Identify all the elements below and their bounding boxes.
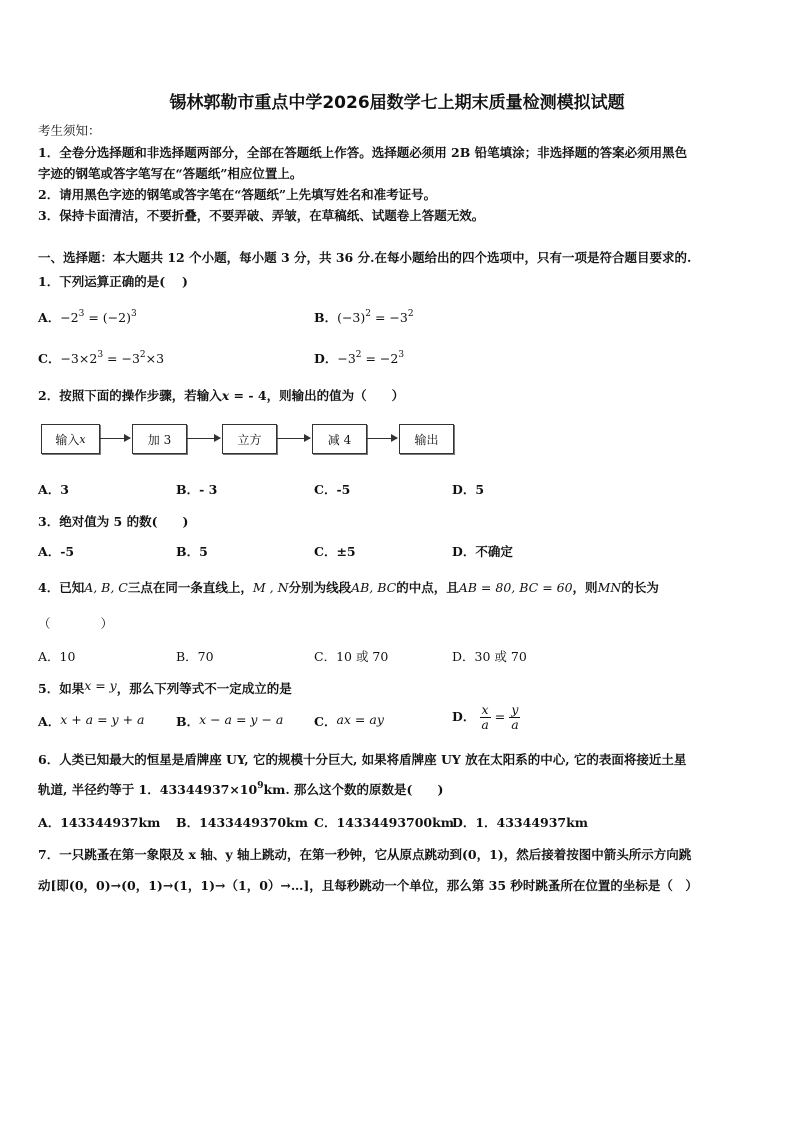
flow-arrow-3 — [277, 438, 310, 439]
flow-input-box: 输入 x — [41, 424, 100, 454]
q5-stem: 5．如果x = y，那么下列等式不一定成立的是 — [38, 678, 292, 696]
q6-option-d[interactable]: D．1．43344937km — [452, 815, 589, 830]
fraction-y-over-a: $\frac{y}{a}$ — [511, 702, 519, 732]
q5-option-d[interactable]: D． $\frac{x}{a}$ = $\frac{y}{a}$ — [452, 702, 519, 732]
q3-stem: 3．绝对值为 5 的数( ) — [38, 514, 189, 529]
flow-step-cube: 立方 — [222, 424, 277, 454]
flow-step-add: 加 3 — [132, 424, 187, 454]
q2-option-a[interactable]: A．3 — [38, 482, 69, 497]
q4-option-b[interactable]: B．70 — [176, 649, 214, 664]
notice-item-3: 3．保持卡面清洁，不要折叠，不要弄破、弄皱，在草稿纸、试题卷上答题无效。 — [38, 208, 485, 223]
notice-item-1: 1．全卷分选择题和非选择题两部分，全部在答题纸上作答。选择题必须用 2B 铅笔填涂；非选择题的答案必须用黑色 — [38, 145, 688, 160]
notice-item-1-cont: 字迹的钢笔或答字笔写在“答题纸”相应位置上。 — [38, 166, 303, 181]
flow-step-subtract: 减 4 — [312, 424, 367, 454]
q3-option-b[interactable]: B．5 — [176, 544, 208, 559]
q1-option-a[interactable]: A．$-2^3 = (-2)^3$ — [38, 309, 137, 325]
section-heading: 一、选择题：本大题共 12 个小题，每小题 3 分，共 36 分.在每小题给出的四个选项中，只有一项是符合题目要求的. — [38, 250, 692, 265]
q4-option-c[interactable]: C．10 或 70 — [314, 649, 389, 664]
flow-output-box: 输出 — [399, 424, 454, 454]
q2-option-c[interactable]: C．-5 — [314, 482, 351, 497]
q1-stem: 1．下列运算正确的是( ) — [38, 274, 188, 289]
q3-option-d[interactable]: D．不确定 — [452, 544, 513, 559]
q6-option-c[interactable]: C．14334493700km — [314, 815, 455, 830]
q4-option-a[interactable]: A．10 — [38, 649, 76, 664]
flow-arrow-1 — [100, 438, 130, 439]
q5-option-c[interactable]: C．ax = ay — [314, 712, 384, 729]
q6-option-a[interactable]: A．143344937km — [38, 815, 161, 830]
page-title: 锡林郭勒市重点中学2026届数学七上期末质量检测模拟试题 — [169, 93, 625, 113]
fraction-x-over-a: $\frac{x}{a}$ — [481, 702, 489, 732]
q7-stem-line1: 7．一只跳蚤在第一象限及 x 轴、y 轴上跳动，在第一秒钟，它从原点跳动到(0，1)，然后接着按图中箭头所示方向跳 — [38, 847, 692, 862]
q5-option-b[interactable]: B．x − a = y − a — [176, 712, 284, 729]
q2-option-b[interactable]: B．- 3 — [176, 482, 218, 497]
q6-stem-line2: 轨道, 半径约等于 1．$43344937\times 10^9km$. 那么这个数的原数是( ) — [38, 781, 444, 797]
q5-option-a[interactable]: A．x + a = y + a — [38, 712, 145, 729]
q6-option-b[interactable]: B．1433449370km — [176, 815, 308, 830]
q4-stem: 4．已知A, B, C三点在同一条直线上，M , N分别为线段AB, BC的中点，且AB = 80, BC = 60，则MN的长为 — [38, 580, 659, 595]
q1-option-c[interactable]: C．$-3\times 2^3 = -3^2\times 3$ — [38, 350, 165, 366]
flow-arrow-2 — [187, 438, 220, 439]
q6-stem-line1: 6．人类已知最大的恒星是盾牌座 UY, 它的规模十分巨大, 如果将盾牌座 UY 放在太阳系的中心, 它的表面将接近土星 — [38, 752, 687, 767]
q4-option-d[interactable]: D．30 或 70 — [452, 649, 527, 664]
flow-arrow-4 — [367, 438, 397, 439]
q3-option-c[interactable]: C．±5 — [314, 544, 356, 559]
q2-stem: 2．按照下面的操作步骤，若输入x = - 4，则输出的值为（ ） — [38, 388, 405, 403]
q2-option-d[interactable]: D．5 — [452, 482, 485, 497]
q1-option-b[interactable]: B．$(-3)^2 = -3^2$ — [314, 309, 414, 325]
q1-option-d[interactable]: D．$-3^2 = -2^3$ — [314, 350, 405, 366]
notice-heading: 考生须知： — [38, 123, 101, 138]
notice-item-2: 2．请用黑色字迹的钢笔或答字笔在“答题纸”上先填写姓名和准考证号。 — [38, 187, 437, 202]
q3-option-a[interactable]: A．-5 — [38, 544, 75, 559]
q4-answer-paren: （ ） — [38, 616, 114, 631]
q7-stem-line2: 动[即(0，0)→(0，1)→(1，1)→（1，0）→…]，且每秒跳动一个单位，那么第 35 秒时跳蚤所在位置的坐标是（ ） — [38, 878, 698, 893]
